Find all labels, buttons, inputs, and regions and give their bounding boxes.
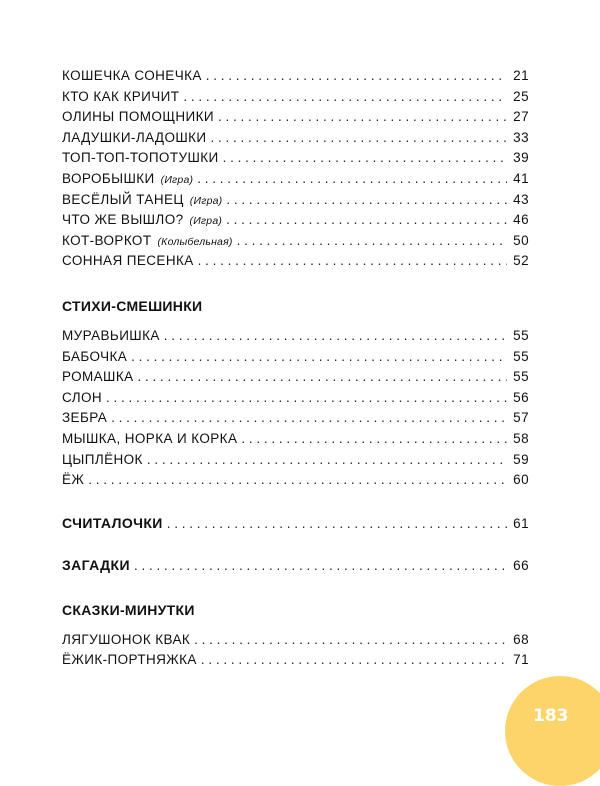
entry-title: ЗАГАДКИ: [62, 557, 130, 574]
toc-entry: [62, 171, 529, 192]
toc-section-schitalochki: [62, 515, 529, 536]
toc-entry: [62, 253, 529, 274]
dot-leader: [106, 390, 507, 405]
toc-entry: [62, 89, 529, 110]
toc-section-2: [62, 328, 529, 493]
entry-page: 33: [513, 129, 529, 145]
entry-title: ЛАДУШКИ-ЛАДОШКИ: [62, 129, 207, 145]
entry-page: 52: [513, 253, 529, 269]
entry-subtitle: (Игра): [189, 194, 223, 207]
entry-title: БАБОЧКА: [62, 348, 128, 364]
entry-title: РОМАШКА: [62, 369, 134, 385]
dot-leader: [88, 472, 507, 487]
entry-page: 27: [513, 109, 529, 125]
entry-title: КОТ-ВОРКОТ: [62, 232, 152, 248]
toc-entry: [62, 328, 529, 349]
dot-leader: [138, 369, 508, 384]
dot-leader: [197, 171, 507, 186]
entry-page: 60: [513, 472, 529, 488]
entry-page: 25: [513, 88, 529, 104]
entry-title: ЧТО ЖЕ ВЫШЛО?: [62, 212, 184, 228]
section-heading-stikhi: СТИХИ-СМЕШИНКИ: [62, 297, 203, 314]
entry-subtitle: (Колыбельная): [157, 235, 233, 248]
toc-entry: [62, 212, 529, 233]
dot-leader: [226, 192, 507, 207]
toc-entry: [62, 410, 529, 431]
toc-entry: [62, 150, 529, 171]
dot-leader: [167, 516, 507, 531]
dot-leader: [147, 452, 507, 467]
table-of-contents: [62, 68, 529, 673]
toc-entry: [62, 369, 529, 390]
toc-entry: [62, 632, 529, 653]
dot-leader: [198, 253, 507, 268]
toc-entry: [62, 68, 529, 89]
dot-leader: [223, 150, 507, 165]
entry-title: МУРАВЬИШКА: [62, 327, 160, 343]
dot-leader: [211, 130, 507, 145]
entry-title: ТОП-ТОП-ТОПОТУШКИ: [62, 150, 219, 166]
entry-title: КТО КАК КРИЧИТ: [62, 88, 180, 104]
toc-section-1: [62, 68, 529, 274]
entry-subtitle: (Игра): [160, 173, 194, 186]
toc-section-5: [62, 632, 529, 673]
entry-page: 59: [513, 451, 529, 467]
entry-title: СЛОН: [62, 389, 103, 405]
toc-entry: [62, 349, 529, 370]
toc-entry: [62, 472, 529, 493]
entry-page: 56: [513, 389, 529, 405]
entry-title: ЁЖИК-ПОРТНЯЖКА: [62, 652, 197, 668]
entry-title: ЦЫПЛЁНОК: [62, 451, 143, 467]
entry-page: 57: [513, 410, 529, 426]
dot-leader: [201, 652, 507, 667]
entry-page: 55: [513, 369, 529, 385]
entry-page: 55: [513, 348, 529, 364]
entry-page: 46: [513, 212, 529, 228]
dot-leader: [183, 89, 507, 104]
entry-subtitle: (Игра): [189, 215, 223, 228]
entry-page: 41: [513, 170, 529, 186]
entry-page: 50: [513, 232, 529, 248]
entry-title: СЧИТАЛОЧКИ: [62, 514, 163, 531]
toc-entry: [62, 233, 529, 254]
dot-leader: [164, 328, 507, 343]
dot-leader: [134, 558, 507, 573]
entry-page: 39: [513, 150, 529, 166]
dot-leader: [111, 410, 507, 425]
entry-page: 58: [513, 430, 529, 446]
entry-page: 55: [513, 327, 529, 343]
toc-entry: [62, 109, 529, 130]
dot-leader: [218, 109, 507, 124]
dot-leader: [241, 431, 507, 446]
dot-leader: [131, 349, 507, 364]
toc-section-zagadki: [62, 557, 529, 578]
entry-title: ЗЕБРА: [62, 410, 108, 426]
entry-title: СОННАЯ ПЕСЕНКА: [62, 253, 194, 269]
toc-entry: [62, 390, 529, 411]
entry-title: МЫШКА, НОРКА И КОРКА: [62, 430, 238, 446]
dot-leader: [226, 212, 507, 227]
page-number: 183: [533, 706, 569, 726]
entry-title: ЁЖ: [62, 472, 85, 488]
dot-leader: [206, 68, 507, 83]
entry-page: 61: [513, 515, 529, 531]
toc-entry: [62, 431, 529, 452]
entry-page: 21: [513, 68, 529, 83]
entry-title: КОШЕЧКА СОНЕЧКА: [62, 68, 202, 83]
toc-entry: [62, 452, 529, 473]
entry-page: 66: [513, 558, 529, 574]
entry-page: 71: [513, 652, 529, 668]
toc-entry: [62, 652, 529, 673]
dot-leader: [194, 632, 507, 647]
entry-page: 43: [513, 191, 529, 207]
entry-title: ВОРОБЫШКИ: [62, 170, 155, 186]
entry-page: 68: [513, 631, 529, 647]
entry-title: ЛЯГУШОНОК КВАК: [62, 631, 191, 647]
section-heading-skazki: СКАЗКИ-МИНУТКИ: [62, 601, 195, 618]
dot-leader: [237, 233, 507, 248]
entry-title: ВЕСЁЛЫЙ ТАНЕЦ: [62, 191, 184, 207]
entry-title: ОЛИНЫ ПОМОЩНИКИ: [62, 109, 214, 125]
toc-entry: [62, 192, 529, 213]
page-number-badge: [505, 676, 600, 786]
toc-entry: [62, 130, 529, 151]
